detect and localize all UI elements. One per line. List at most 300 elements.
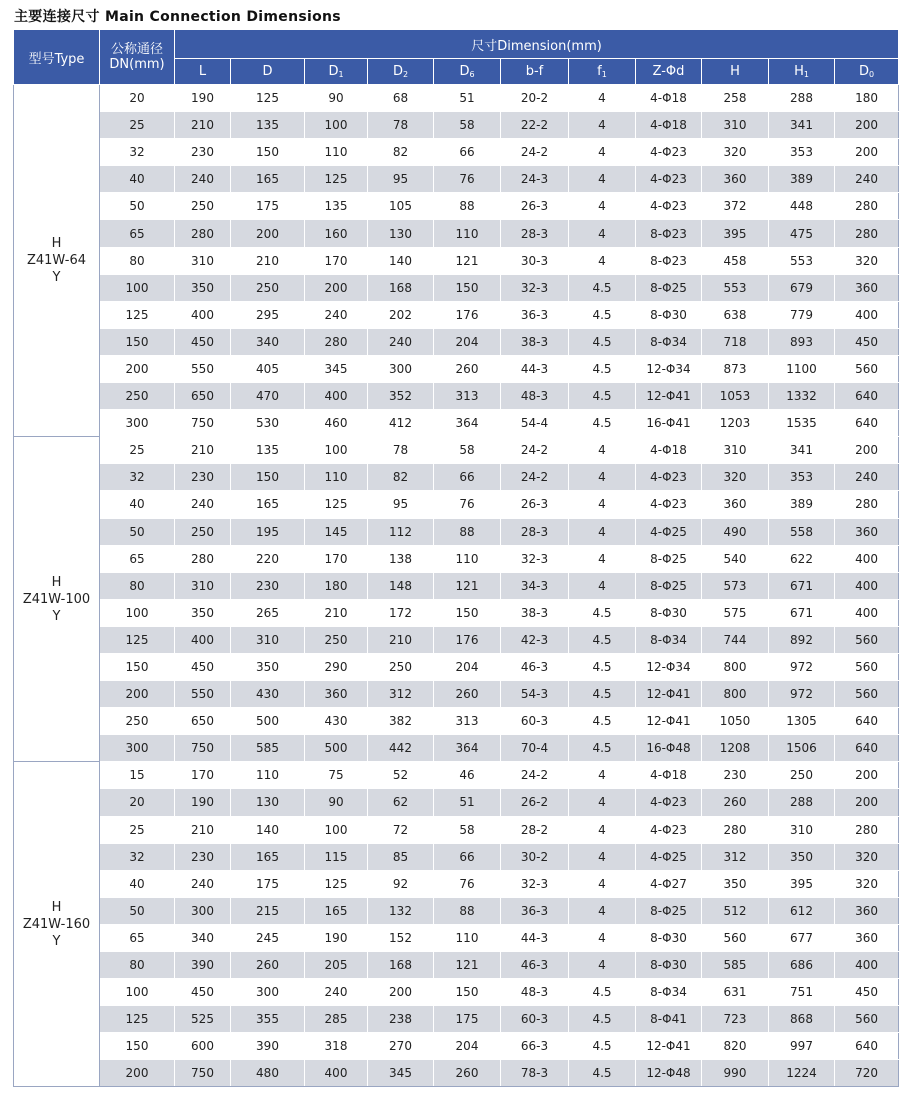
table-row — [14, 952, 899, 979]
table-row — [14, 979, 899, 1006]
dn-cell: 200 — [100, 681, 175, 708]
table-row — [14, 681, 899, 708]
dimension-cell: 8-Φ23 — [636, 220, 702, 247]
dimension-cell: 26-2 — [501, 789, 569, 816]
model-type-cell — [14, 85, 100, 437]
dimension-cell: 4.5 — [569, 301, 636, 328]
model-type-line: Z41W-160 — [22, 916, 91, 932]
table-row — [14, 762, 899, 789]
dimension-cell: 750 — [175, 735, 231, 762]
header-col — [636, 59, 702, 85]
table-row — [14, 653, 899, 680]
dimension-cell: 820 — [702, 1033, 769, 1060]
dimension-cell: 135 — [231, 437, 305, 464]
dimension-cell: 260 — [434, 1060, 501, 1087]
dimension-cell: 382 — [368, 708, 434, 735]
dimension-cell: 32-3 — [501, 274, 569, 301]
dimension-cell: 76 — [434, 491, 501, 518]
dimension-cell: 265 — [231, 599, 305, 626]
dimension-cell: 190 — [175, 789, 231, 816]
dimension-cell: 121 — [434, 952, 501, 979]
table-row — [14, 383, 899, 410]
dimension-cell: 175 — [231, 870, 305, 897]
dn-cell: 150 — [100, 653, 175, 680]
dimension-cell: 560 — [835, 681, 899, 708]
dimension-cell: 4.5 — [569, 1033, 636, 1060]
dimension-cell: 400 — [305, 1060, 368, 1087]
dimension-cell: 8-Φ34 — [636, 626, 702, 653]
dn-cell: 80 — [100, 247, 175, 274]
dimension-cell: 180 — [835, 85, 899, 112]
dimension-cell: 180 — [305, 572, 368, 599]
dimension-cell: 150 — [434, 979, 501, 1006]
header-col-subscript: 2 — [402, 70, 409, 79]
dimension-cell: 4.5 — [569, 653, 636, 680]
dimension-cell: 34-3 — [501, 572, 569, 599]
dimension-cell: 800 — [702, 653, 769, 680]
dimension-cell: 320 — [835, 247, 899, 274]
dimension-cell: 200 — [368, 979, 434, 1006]
dn-cell: 65 — [100, 924, 175, 951]
dimension-cell: 125 — [305, 491, 368, 518]
table-row — [14, 572, 899, 599]
dimension-cell: 175 — [231, 193, 305, 220]
header-col — [569, 59, 636, 85]
dimension-cell: 210 — [175, 437, 231, 464]
dimension-cell: 78 — [368, 112, 434, 139]
dimension-cell: 558 — [769, 518, 835, 545]
dimension-cell: 718 — [702, 328, 769, 355]
dimension-cell: 168 — [368, 274, 434, 301]
dimension-cell: 112 — [368, 518, 434, 545]
dimension-cell: 204 — [434, 328, 501, 355]
dimension-cell: 202 — [368, 301, 434, 328]
dimension-cell: 650 — [175, 383, 231, 410]
table-row — [14, 518, 899, 545]
dimension-cell: 313 — [434, 383, 501, 410]
dimension-cell: 204 — [434, 1033, 501, 1060]
table-row — [14, 247, 899, 274]
dimension-cell: 412 — [368, 410, 434, 437]
dimension-cell: 553 — [769, 247, 835, 274]
dimension-cell: 4.5 — [569, 383, 636, 410]
dimension-cell: 230 — [175, 843, 231, 870]
dimension-cell: 200 — [305, 274, 368, 301]
dimension-cell: 360 — [702, 166, 769, 193]
dimension-cell: 210 — [231, 247, 305, 274]
dimension-cell: 320 — [835, 843, 899, 870]
dimension-cell: 341 — [769, 437, 835, 464]
dimension-cell: 4 — [569, 464, 636, 491]
dimension-cell: 240 — [175, 166, 231, 193]
dimension-cell: 4.5 — [569, 599, 636, 626]
dimension-cell: 150 — [231, 139, 305, 166]
dimension-cell: 205 — [305, 952, 368, 979]
dimension-cell: 24-2 — [501, 464, 569, 491]
dimension-cell: 92 — [368, 870, 434, 897]
dimension-cell: 250 — [175, 193, 231, 220]
dimension-cell: 4.5 — [569, 328, 636, 355]
dn-cell: 32 — [100, 464, 175, 491]
dimension-cell: 750 — [175, 410, 231, 437]
dimension-cell: 250 — [368, 653, 434, 680]
dimension-cell: 640 — [835, 708, 899, 735]
dimension-cell: 48-3 — [501, 979, 569, 1006]
dimension-cell: 400 — [175, 301, 231, 328]
dimension-cell: 210 — [175, 112, 231, 139]
dimension-cell: 100 — [305, 816, 368, 843]
header-col-subscript: 0 — [869, 70, 875, 79]
dimension-cell: 310 — [702, 112, 769, 139]
dn-cell: 80 — [100, 572, 175, 599]
dimension-cell: 1053 — [702, 383, 769, 410]
dimension-cell: 4 — [569, 437, 636, 464]
dimension-cell: 312 — [368, 681, 434, 708]
dimension-cell: 310 — [702, 437, 769, 464]
dimension-cell: 1050 — [702, 708, 769, 735]
dimension-cell: 12-Φ48 — [636, 1060, 702, 1087]
dimension-cell: 66 — [434, 139, 501, 166]
model-type-line: H — [51, 899, 62, 915]
dimension-cell: 110 — [305, 464, 368, 491]
dimension-cell: 12-Φ41 — [636, 383, 702, 410]
page-title: 主要连接尺寸 Main Connection Dimensions — [14, 9, 341, 25]
dimension-cell: 132 — [368, 897, 434, 924]
header-col-subscript: 1 — [601, 70, 607, 79]
model-type-cell — [14, 437, 100, 762]
dn-cell: 25 — [100, 112, 175, 139]
table-row — [14, 789, 899, 816]
header-dimension: 尺寸Dimension(mm) — [175, 30, 899, 59]
table-row — [14, 166, 899, 193]
dimension-cell: 460 — [305, 410, 368, 437]
header-col-label: D — [262, 64, 273, 79]
dn-cell: 100 — [100, 979, 175, 1006]
dimension-cell: 176 — [434, 626, 501, 653]
dimension-cell: 345 — [368, 1060, 434, 1087]
dimension-cell: 310 — [769, 816, 835, 843]
dimension-cell: 650 — [175, 708, 231, 735]
dimension-cell: 4-Φ23 — [636, 139, 702, 166]
dimension-cell: 152 — [368, 924, 434, 951]
dn-cell: 80 — [100, 952, 175, 979]
dimension-cell: 280 — [835, 220, 899, 247]
dimension-cell: 530 — [231, 410, 305, 437]
dimension-cell: 350 — [702, 870, 769, 897]
dimension-cell: 480 — [231, 1060, 305, 1087]
dimension-cell: 165 — [305, 897, 368, 924]
dimension-cell: 121 — [434, 572, 501, 599]
dimension-cell: 210 — [368, 626, 434, 653]
dimension-cell: 300 — [175, 897, 231, 924]
dimension-cell: 686 — [769, 952, 835, 979]
dimension-cell: 280 — [835, 491, 899, 518]
dimension-cell: 51 — [434, 85, 501, 112]
dimension-cell: 168 — [368, 952, 434, 979]
dimension-cell: 405 — [231, 355, 305, 382]
dn-cell: 250 — [100, 708, 175, 735]
dimension-cell: 90 — [305, 789, 368, 816]
dimension-cell: 320 — [835, 870, 899, 897]
dimension-cell: 230 — [175, 139, 231, 166]
dimension-cell: 400 — [835, 599, 899, 626]
dimension-cell: 340 — [231, 328, 305, 355]
dimension-cell: 1332 — [769, 383, 835, 410]
dimension-cell: 458 — [702, 247, 769, 274]
dimension-cell: 170 — [305, 247, 368, 274]
dimension-cell: 640 — [835, 735, 899, 762]
dimension-cell: 389 — [769, 166, 835, 193]
table-row — [14, 464, 899, 491]
table-row — [14, 437, 899, 464]
dimension-cell: 290 — [305, 653, 368, 680]
dn-cell: 300 — [100, 735, 175, 762]
dimension-cell: 204 — [434, 653, 501, 680]
dimension-cell: 470 — [231, 383, 305, 410]
dimension-cell: 38-3 — [501, 599, 569, 626]
dimension-cell: 8-Φ34 — [636, 979, 702, 1006]
model-type-line: H — [51, 574, 62, 590]
dn-cell: 32 — [100, 139, 175, 166]
dimension-cell: 140 — [368, 247, 434, 274]
dimension-cell: 240 — [175, 870, 231, 897]
dimension-cell: 585 — [231, 735, 305, 762]
table-row — [14, 328, 899, 355]
dimension-cell: 1100 — [769, 355, 835, 382]
dimension-cell: 260 — [702, 789, 769, 816]
header-col — [702, 59, 769, 85]
dimension-cell: 400 — [305, 383, 368, 410]
dimension-cell: 430 — [305, 708, 368, 735]
header-col — [835, 59, 899, 85]
dimension-cell: 260 — [434, 355, 501, 382]
dimension-cell: 395 — [702, 220, 769, 247]
dimension-cell: 48-3 — [501, 383, 569, 410]
dimension-cell: 12-Φ41 — [636, 708, 702, 735]
table-row — [14, 924, 899, 951]
dimension-cell: 58 — [434, 437, 501, 464]
model-type-line: Y — [52, 270, 61, 286]
dimension-cell: 4-Φ18 — [636, 85, 702, 112]
table-row — [14, 897, 899, 924]
dimension-cell: 972 — [769, 653, 835, 680]
dimension-cell: 312 — [702, 843, 769, 870]
dimension-cell: 26-3 — [501, 491, 569, 518]
dimension-cell: 450 — [175, 653, 231, 680]
dimension-cell: 170 — [305, 545, 368, 572]
dimension-cell: 1506 — [769, 735, 835, 762]
header-col-label: L — [198, 64, 207, 79]
dimension-cell: 165 — [231, 843, 305, 870]
dimension-cell: 26-3 — [501, 193, 569, 220]
dimension-cell: 575 — [702, 599, 769, 626]
dimension-cell: 240 — [175, 491, 231, 518]
table-row — [14, 410, 899, 437]
dimension-cell: 540 — [702, 545, 769, 572]
dimension-cell: 240 — [835, 166, 899, 193]
header-col-label: H — [730, 64, 740, 79]
dn-cell: 200 — [100, 1060, 175, 1087]
dimension-cell: 585 — [702, 952, 769, 979]
dimension-cell: 121 — [434, 247, 501, 274]
dimension-cell: 450 — [835, 979, 899, 1006]
dimension-cell: 110 — [434, 545, 501, 572]
dimension-cell: 320 — [702, 139, 769, 166]
dimension-cell: 4 — [569, 166, 636, 193]
dimension-cell: 450 — [835, 328, 899, 355]
dimension-cell: 310 — [231, 626, 305, 653]
dimension-cell: 280 — [175, 545, 231, 572]
dn-cell: 150 — [100, 1033, 175, 1060]
dimension-cell: 4 — [569, 193, 636, 220]
dimension-cell: 4.5 — [569, 1060, 636, 1087]
dimension-cell: 78 — [368, 437, 434, 464]
dimension-cell: 4 — [569, 85, 636, 112]
dimension-cell: 150 — [434, 274, 501, 301]
dimension-cell: 110 — [305, 139, 368, 166]
header-col — [501, 59, 569, 85]
dimension-cell: 372 — [702, 193, 769, 220]
dimension-cell: 4.5 — [569, 274, 636, 301]
dimension-cell: 165 — [231, 166, 305, 193]
dimension-cell: 313 — [434, 708, 501, 735]
dn-cell: 20 — [100, 85, 175, 112]
dimension-cell: 390 — [175, 952, 231, 979]
dimension-cell: 1208 — [702, 735, 769, 762]
dimension-cell: 892 — [769, 626, 835, 653]
dimension-cell: 360 — [702, 491, 769, 518]
dimension-cell: 360 — [835, 897, 899, 924]
dimension-cell: 66-3 — [501, 1033, 569, 1060]
model-type-cell — [14, 762, 100, 1087]
dimension-cell: 125 — [305, 166, 368, 193]
dn-cell: 15 — [100, 762, 175, 789]
dimension-cell: 4 — [569, 518, 636, 545]
dimension-cell: 54-3 — [501, 681, 569, 708]
dimension-cell: 95 — [368, 491, 434, 518]
dimension-cell: 95 — [368, 166, 434, 193]
dimension-cell: 140 — [231, 816, 305, 843]
dimension-cell: 250 — [175, 518, 231, 545]
dimension-cell: 28-3 — [501, 220, 569, 247]
dimension-cell: 640 — [835, 1033, 899, 1060]
header-col-label: b-f — [525, 64, 544, 79]
dimension-cell: 450 — [175, 979, 231, 1006]
dimension-cell: 78-3 — [501, 1060, 569, 1087]
dn-cell: 250 — [100, 383, 175, 410]
dn-cell: 65 — [100, 545, 175, 572]
dimension-cell: 400 — [835, 545, 899, 572]
dimension-cell: 350 — [231, 653, 305, 680]
dimension-cell: 130 — [368, 220, 434, 247]
table-row — [14, 816, 899, 843]
dimension-cell: 200 — [835, 762, 899, 789]
dimension-cell: 612 — [769, 897, 835, 924]
dimension-cell: 340 — [175, 924, 231, 951]
header-col — [434, 59, 501, 85]
dimension-cell: 310 — [175, 247, 231, 274]
dimension-cell: 389 — [769, 491, 835, 518]
dimension-cell: 85 — [368, 843, 434, 870]
dimension-cell: 240 — [305, 301, 368, 328]
dimension-cell: 4 — [569, 545, 636, 572]
model-type-line: Y — [52, 933, 61, 949]
dimension-cell: 318 — [305, 1033, 368, 1060]
dimension-cell: 110 — [434, 924, 501, 951]
dimension-cell: 4 — [569, 897, 636, 924]
dimension-cell: 4-Φ25 — [636, 843, 702, 870]
dimension-cell: 135 — [305, 193, 368, 220]
dimension-cell: 230 — [175, 464, 231, 491]
dimension-cell: 46-3 — [501, 653, 569, 680]
dimension-cell: 280 — [175, 220, 231, 247]
table-body — [14, 85, 899, 1087]
header-col-label: D — [392, 64, 403, 79]
dimension-cell: 310 — [175, 572, 231, 599]
dimension-cell: 364 — [434, 735, 501, 762]
dimension-cell: 4-Φ23 — [636, 816, 702, 843]
dimension-cell: 550 — [175, 681, 231, 708]
dimension-cell: 66 — [434, 843, 501, 870]
dimension-cell: 72 — [368, 816, 434, 843]
dimension-cell: 622 — [769, 545, 835, 572]
dimension-cell: 8-Φ25 — [636, 545, 702, 572]
dimension-cell: 320 — [702, 464, 769, 491]
dimension-cell: 8-Φ41 — [636, 1006, 702, 1033]
dimension-cell: 300 — [368, 355, 434, 382]
dimension-cell: 250 — [231, 274, 305, 301]
dimension-cell: 400 — [835, 301, 899, 328]
dimension-cell: 88 — [434, 518, 501, 545]
dimension-cell: 550 — [175, 355, 231, 382]
dimension-cell: 390 — [231, 1033, 305, 1060]
header-dn-line1: 公称通径 — [110, 42, 163, 57]
dimension-cell: 560 — [835, 355, 899, 382]
dimension-cell: 258 — [702, 85, 769, 112]
table-row — [14, 355, 899, 382]
dimension-cell: 215 — [231, 897, 305, 924]
dimension-cell: 46 — [434, 762, 501, 789]
dn-cell: 125 — [100, 1006, 175, 1033]
dimension-cell: 4 — [569, 843, 636, 870]
dimension-cell: 44-3 — [501, 355, 569, 382]
header-col-subscript: 1 — [803, 70, 809, 79]
dimension-cell: 280 — [835, 193, 899, 220]
dimension-cell: 350 — [769, 843, 835, 870]
dimension-cell: 148 — [368, 572, 434, 599]
dimension-cell: 52 — [368, 762, 434, 789]
dimension-cell: 450 — [175, 328, 231, 355]
dimension-cell: 4.5 — [569, 979, 636, 1006]
dimension-cell: 4.5 — [569, 1006, 636, 1033]
dimension-cell: 4-Φ23 — [636, 491, 702, 518]
dimension-cell: 36-3 — [501, 897, 569, 924]
dimension-cell: 200 — [835, 139, 899, 166]
dn-cell: 150 — [100, 328, 175, 355]
dimension-cell: 110 — [434, 220, 501, 247]
table-row — [14, 1060, 899, 1087]
header-col-label: D — [328, 64, 339, 79]
dimension-cell: 160 — [305, 220, 368, 247]
dimension-cell: 240 — [835, 464, 899, 491]
dimension-cell: 62 — [368, 789, 434, 816]
table-row — [14, 843, 899, 870]
dimension-cell: 640 — [835, 410, 899, 437]
dimension-cell: 165 — [231, 491, 305, 518]
dimension-cell: 8-Φ25 — [636, 897, 702, 924]
dimension-cell: 288 — [769, 85, 835, 112]
dimension-cell: 200 — [835, 789, 899, 816]
